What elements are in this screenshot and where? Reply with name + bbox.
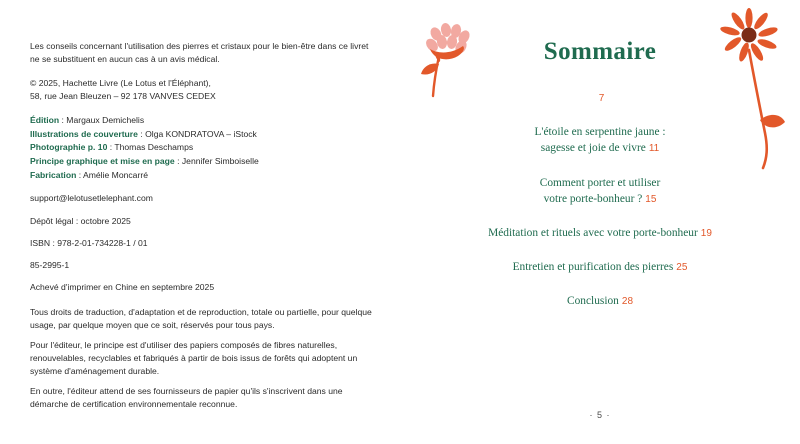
toc-list: [420, 90, 780, 328]
credit-graphic-design: [30, 155, 374, 169]
credit-fabrication-label: Fabrication: [30, 169, 77, 180]
right-page-toc: [400, 0, 800, 444]
toc-entry-conclusion[interactable]: [420, 293, 780, 309]
page-number-folio: · 5 ·: [589, 410, 611, 420]
toc-entry-label-line2: sagesse et joie de vivre: [540, 142, 646, 155]
rights-paragraph-1: Tous droits de traduction, d'adaptation et de reproduction, totale ou partielle, pour quelque usage, par quelque moyen que ce soit, réservés pour tous pays.: [30, 307, 372, 331]
disclaimer-block: [30, 40, 374, 66]
credit-illustrations-label: Illustrations de couverture: [30, 128, 138, 139]
credit-photography: [30, 141, 374, 155]
toc-entry-label-line1: L'étoile en serpentine jaune :: [534, 126, 666, 139]
toc-entry-label: Méditation et rituels avec votre porte-bonheur: [488, 226, 698, 239]
page-title: Sommaire: [543, 38, 657, 65]
toc-entry-label-line2: votre porte-bonheur ?: [543, 192, 643, 205]
toc-entry-page: 15: [645, 193, 657, 205]
credit-graphic-design-value: : Jennifer Simboiselle: [174, 155, 259, 166]
credit-fabrication-value: : Amélie Moncarré: [76, 169, 148, 180]
toc-entry-label-line1: Comment porter et utiliser: [539, 176, 661, 189]
disclaimer-text: Les conseils concernant l'utilisation des pierres et cristaux pour le bien-être dans ce livret ne se substituent en aucun cas à un avis médical.: [30, 41, 369, 65]
legal-deposit: Dépôt légal : octobre 2025: [30, 216, 131, 227]
toc-entry-meditation-rituels[interactable]: [420, 225, 780, 241]
legal-block: [30, 215, 374, 294]
credit-edition: [30, 114, 374, 128]
rights-block: [30, 306, 374, 411]
credit-illustrations: [30, 128, 374, 142]
copyright-block: [30, 77, 374, 103]
credit-photography-value: : Thomas Deschamps: [107, 142, 194, 153]
toc-entry-etoile-serpentine[interactable]: [420, 124, 780, 156]
support-email[interactable]: support@lelotusetlelephant.com: [30, 193, 153, 204]
toc-entry-introduction[interactable]: [420, 90, 780, 106]
credits-block: [30, 114, 374, 182]
toc-entry-page: 25: [676, 262, 688, 274]
internal-code: 85-2995-1: [30, 259, 70, 270]
credit-fabrication: [30, 169, 374, 183]
rights-paragraph-3: En outre, l'éditeur attend de ses fournisseurs de papier qu'ils s'inscrivent dans une démarche de certification environnementale reconnue.: [30, 385, 343, 410]
credit-graphic-design-label: Principe graphique et mise en page: [30, 155, 175, 166]
toc-entry-entretien-purification[interactable]: [420, 259, 780, 275]
isbn: ISBN : 978-2-01-734228-1 / 01: [30, 238, 148, 249]
credit-edition-label: Édition: [30, 115, 60, 126]
toc-entry-page: 19: [700, 227, 712, 239]
rights-paragraph-2: Pour l'éditeur, le principe est d'utiliser des papiers composés de fibres naturelles, renouvelables, recyclables et fabriqués à partir de bois issus de forêts qui adoptent un système d'aménagement durable.: [30, 339, 358, 377]
credit-edition-value: : Margaux Demichelis: [59, 115, 145, 126]
copyright-line-2: 58, rue Jean Bleuzen – 92 178 VANVES CEDEX: [30, 91, 216, 102]
toc-entry-page: 28: [621, 296, 634, 308]
copyright-line-1: © 2025, Hachette Livre (Le Lotus et l'Éléphant),: [30, 78, 211, 89]
credit-illustrations-value: : Olga KONDRATOVA – iStock: [137, 128, 257, 139]
credit-photography-label: Photographie p. 10: [30, 142, 108, 153]
toc-entry-comment-porter[interactable]: [420, 175, 780, 207]
toc-entry-label: Conclusion: [566, 295, 619, 308]
toc-entry-page: 7: [598, 93, 605, 104]
print-info: Achevé d'imprimer en Chine en septembre 2025: [30, 281, 215, 292]
toc-entry-page: 11: [648, 143, 660, 155]
toc-entry-label: Entretien et purification des pierres: [512, 261, 674, 274]
